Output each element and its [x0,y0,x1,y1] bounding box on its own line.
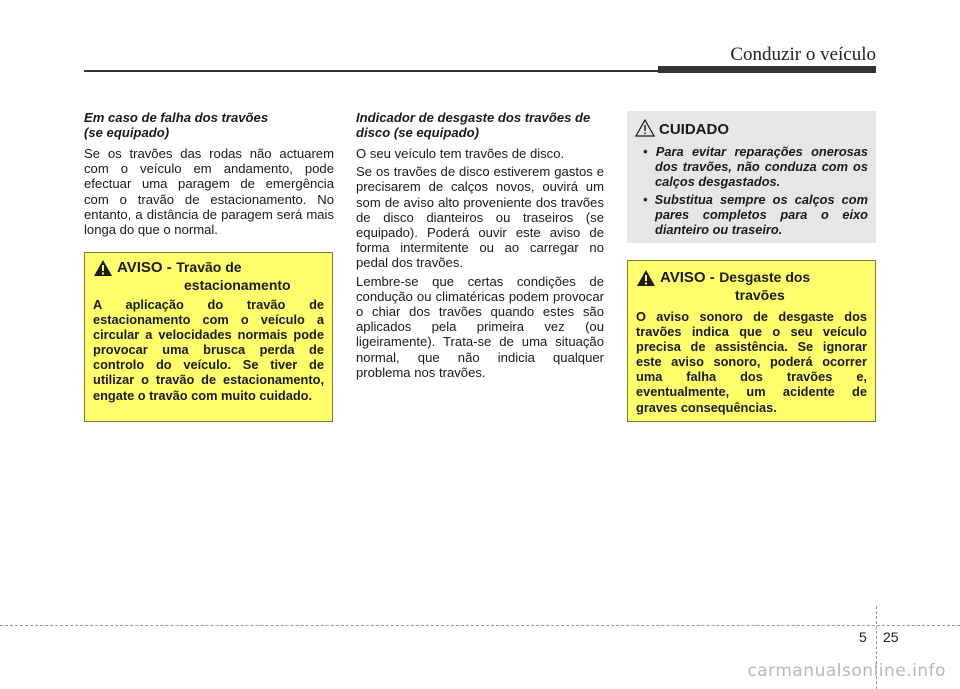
middle-heading-line2: disco (se equipado) [356,124,479,140]
warning-label: AVISO - [660,269,715,286]
caution-box [627,111,876,243]
page-number: 25 [883,629,899,645]
warning-title-line2: travões [735,287,785,303]
warning-title [636,269,867,303]
caution-title: CUIDADO [659,121,729,138]
caution-triangle-icon [635,119,655,137]
warning-box-parking-brake [84,252,333,422]
caution-list [635,144,868,238]
caution-title-row [635,119,868,138]
warning-body: A aplicação do travão de estacionamento com o veículo a circular a velocidades normais pode provocar uma brusca perda de controlo do veículo. Se tiver de utilizar o travão de estacionamento, engate o travão com muito cuidado. [93,297,324,403]
caution-item: • Substitua sempre os calços com pares completos para o eixo dianteiro ou traseiro. [643,192,868,238]
header-rule-thin [84,70,664,72]
middle-column [356,111,604,383]
caution-item: • Para evitar reparações onerosas dos travões, não conduza com os calços desgastados. [643,144,868,190]
page-header-title: Conduzir o veículo [730,44,876,65]
section-number: 5 [859,629,867,645]
warning-triangle-icon [93,259,113,277]
left-body: Se os travões das rodas não actuarem com o veículo em andamento, pode efectuar uma paragem de emergência com o travão de estacionamento. No entanto, a distância de paragem será mais longa do que o normal. [84,146,334,238]
middle-paragraph-2: Se os travões de disco estiverem gastos e precisarem de calços novos, ouvirá um som de aviso alto proveniente dos travões de disco dianteiros ou traseiros (se equipado). Poderá ouvir este aviso de forma intermitente ou ao carregar no pedal dos travões. [356,164,604,271]
left-column [84,111,334,240]
left-heading-line2: (se equipado) [84,124,170,140]
warning-title-line1: Desgaste dos [719,269,811,285]
warning-body: O aviso sonoro de desgaste dos travões indica que o seu veículo precisa de assistência. Se ignorar este aviso sonoro, poderá ocorrer uma falha dos travões e, eventualmente, um acidente de graves consequências. [636,309,867,415]
warning-title-line2: estacionamento [184,277,291,293]
warning-title [93,259,324,293]
header-rule-thick [658,66,876,73]
watermark-text: carmanualsonline.info [747,661,946,681]
warning-box-brake-wear [627,260,876,422]
left-heading [84,111,334,140]
warning-title-line1: Travão de [176,259,242,275]
middle-heading [356,111,604,140]
warning-triangle-icon [636,269,656,287]
middle-paragraph-1: O seu veículo tem travões de disco. [356,146,565,161]
footer-rule [0,625,960,626]
warning-label: AVISO - [117,259,172,276]
middle-paragraph-3: Lembre-se que certas condições de condução ou climatéricas podem provocar o chiar dos travões quando estes são aplicados pela primeira vez (ou ligeiramente). Trata-se de uma situação normal, que não indicia qualquer problema nos travões. [356,273,604,380]
middle-heading-line1: Indicador de desgaste dos travões de [356,110,591,125]
left-heading-line1: Em caso de falha dos travões [84,110,269,125]
